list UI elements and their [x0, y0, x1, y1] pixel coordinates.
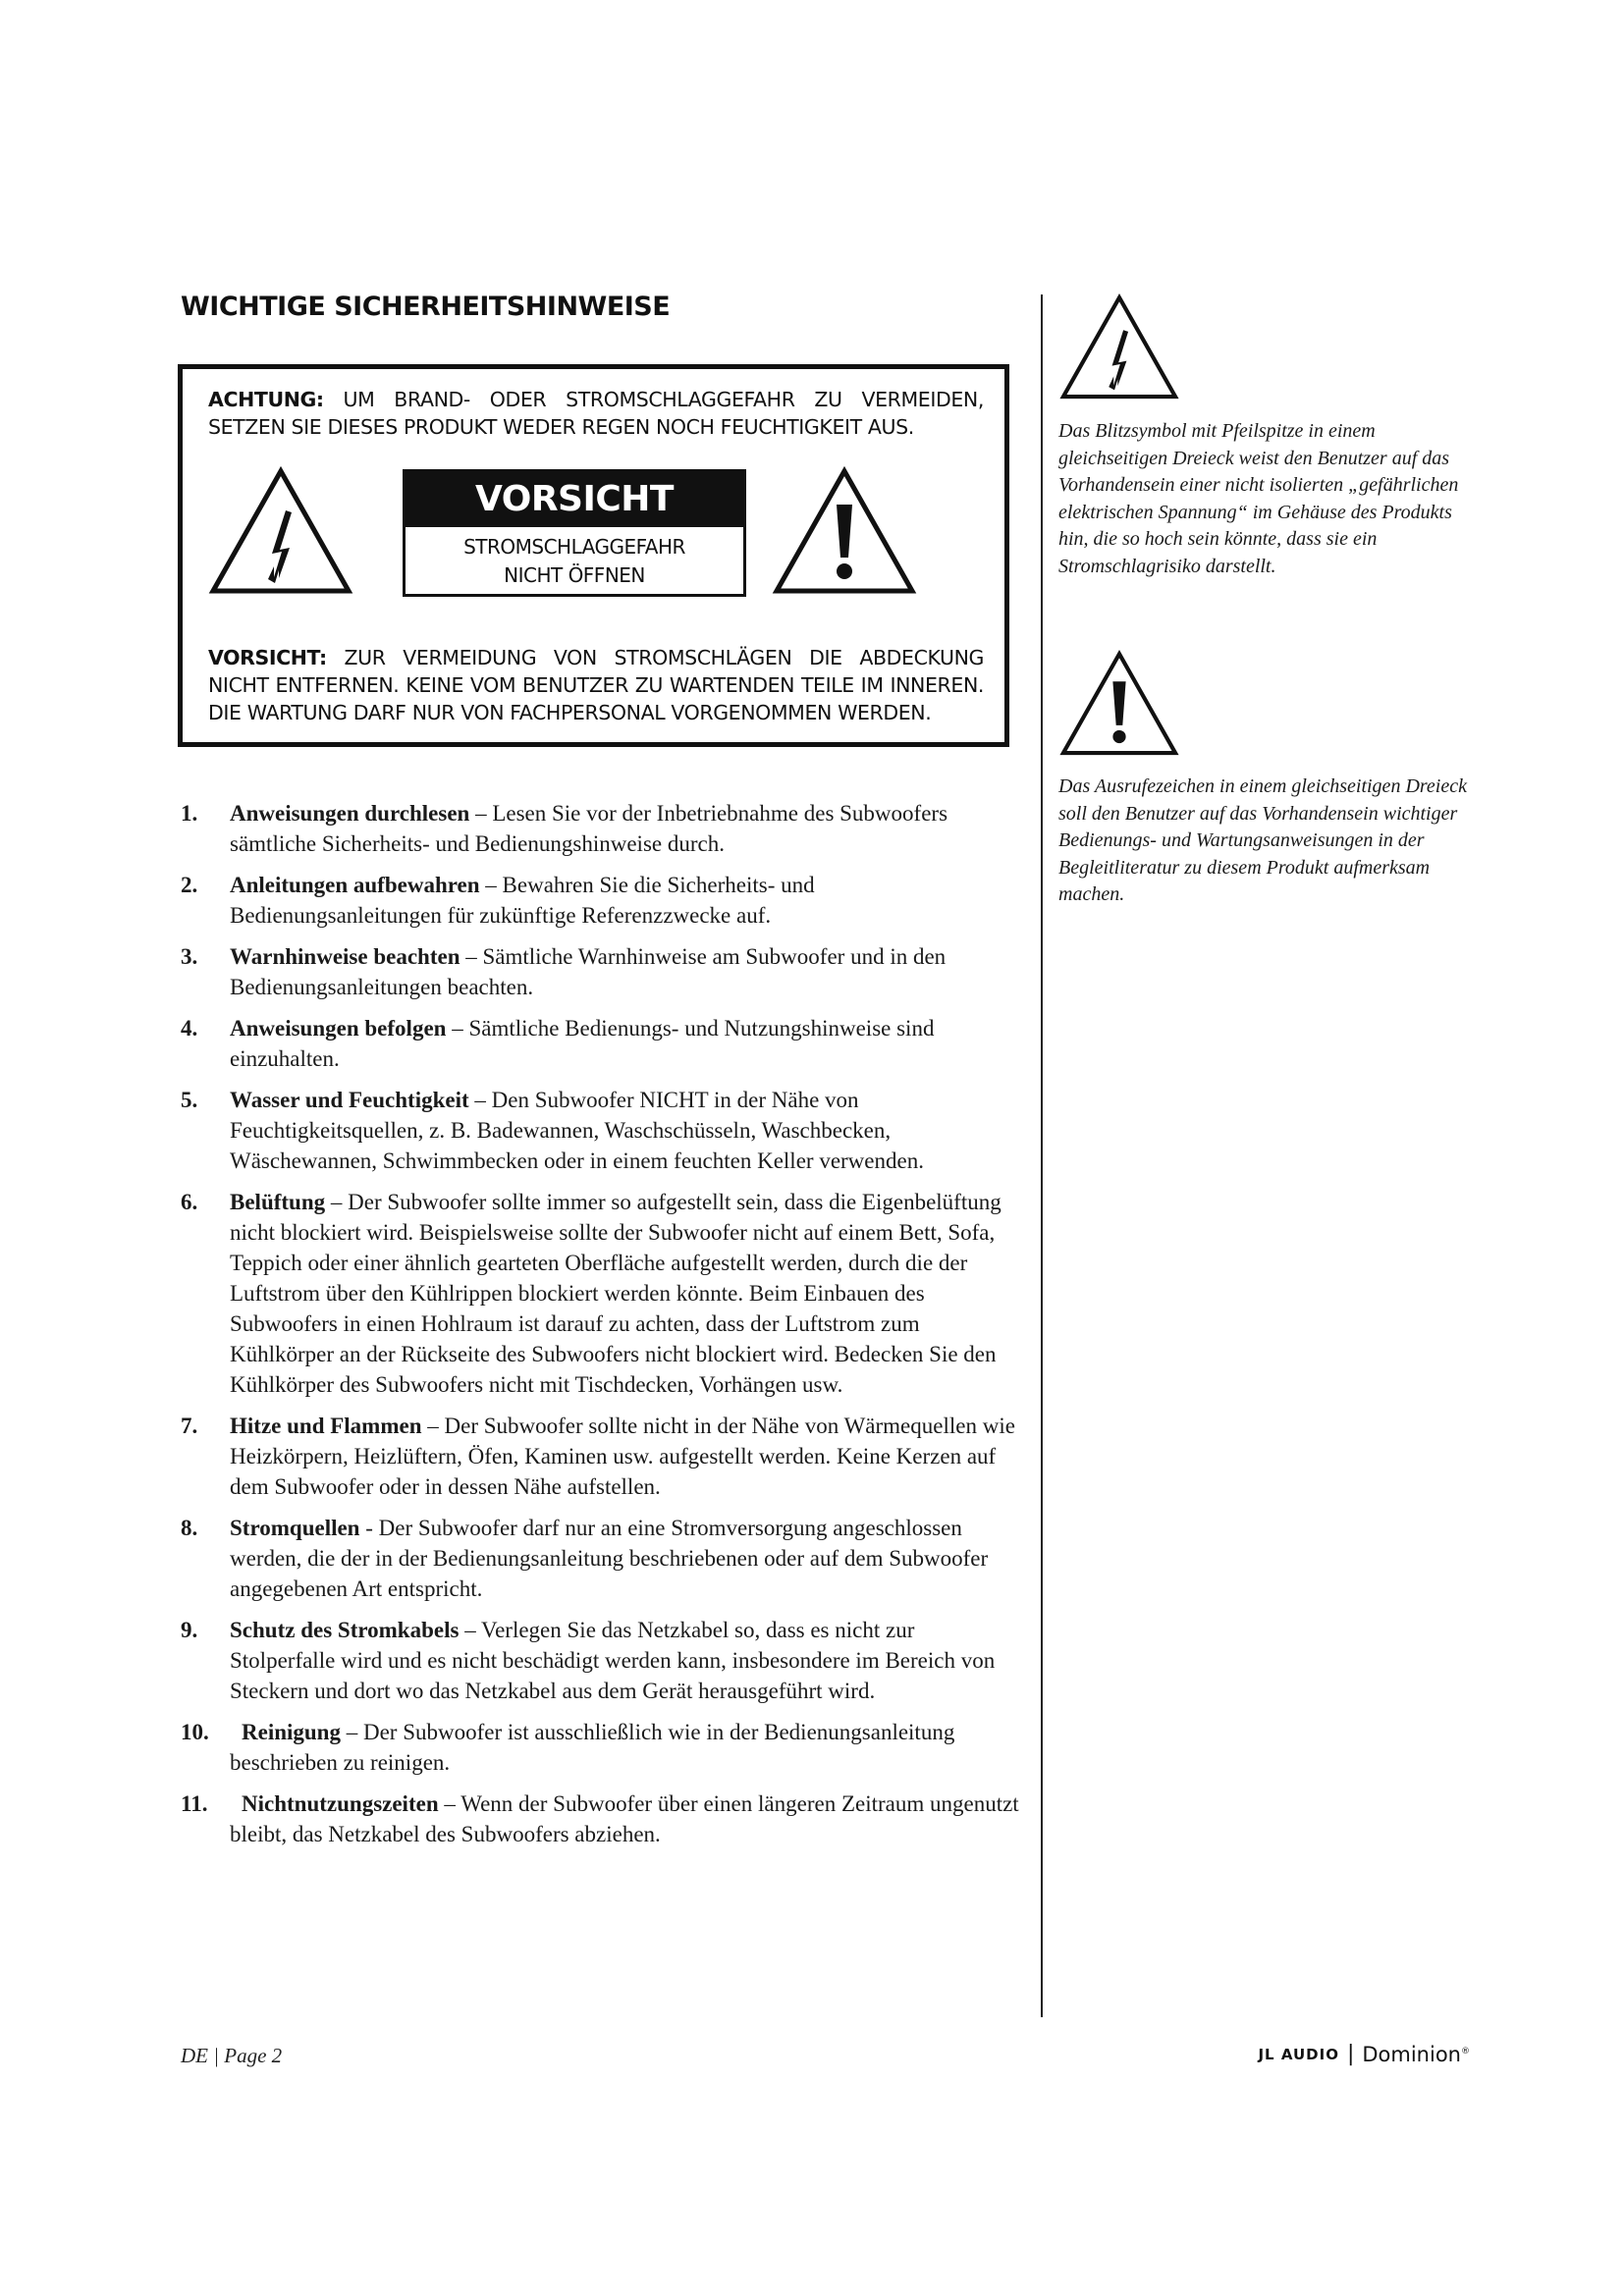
instruction-separator: - — [359, 1516, 379, 1540]
instruction-item — [181, 1085, 1021, 1176]
warning-box — [178, 364, 1009, 747]
instruction-number: 5. — [181, 1088, 198, 1112]
instruction-number: 4. — [181, 1016, 198, 1041]
page-number: DE | Page 2 — [181, 2044, 283, 2067]
caution-title: VORSICHT — [406, 472, 743, 527]
instruction-title: Warnhinweise beachten — [230, 944, 460, 969]
caution-line-2: NICHT ÖFFNEN — [504, 563, 645, 587]
instruction-text: Der Subwoofer ist ausschließlich wie in der Bedienungsanleitung beschrieben zu reinigen. — [230, 1720, 955, 1775]
instruction-separator: – — [469, 801, 493, 826]
instruction-title: Schutz des Stromkabels — [230, 1618, 460, 1642]
instruction-title: Wasser und Feuchtigkeit — [230, 1088, 469, 1112]
instruction-item — [181, 1789, 1021, 1849]
achtung-line-1 — [208, 386, 984, 413]
vorsicht-line-2: NICHT ENTFERNEN. KEINE VOM BENUTZER ZU WARTENDEN TEILE IM INNEREN. — [208, 673, 984, 697]
instruction-item — [181, 1615, 1021, 1706]
instruction-item — [181, 1013, 1021, 1074]
instruction-text: Bewahren Sie die Sicherheits- und Bedienungsanleitungen für zukünftige Referenzzwecke auf. — [230, 873, 815, 928]
instruction-number: 11. — [181, 1791, 208, 1816]
instruction-title: Anweisungen befolgen — [230, 1016, 447, 1041]
vorsicht-warning — [208, 644, 984, 726]
instruction-number: 9. — [181, 1618, 198, 1642]
instruction-title: Anleitungen aufbewahren — [230, 873, 480, 897]
vorsicht-line-3: DIE WARTUNG DARF NUR VON FACHPERSONAL VORGENOMMEN WERDEN. — [208, 701, 932, 724]
lightning-warning-icon — [207, 465, 354, 598]
lightning-warning-icon — [1058, 293, 1180, 402]
instruction-separator: – — [460, 944, 483, 969]
instruction-item — [181, 1187, 1021, 1400]
instruction-separator: – — [340, 1720, 363, 1744]
instruction-separator: – — [459, 1618, 482, 1642]
instruction-number: 10. — [181, 1720, 209, 1744]
instruction-list — [181, 798, 1021, 1860]
achtung-line-2: SETZEN SIE DIESES PRODUKT WEDER REGEN NOCH FEUCHTIGKEIT AUS. — [208, 415, 914, 439]
instruction-item — [181, 1513, 1021, 1604]
brand-footer — [1258, 2042, 1470, 2066]
instruction-separator: – — [325, 1190, 349, 1214]
instruction-title: Belüftung — [230, 1190, 326, 1214]
instruction-text: Sämtliche Bedienungs- und Nutzungshinweise sind einzuhalten. — [230, 1016, 935, 1071]
instruction-text: Sämtliche Warnhinweise am Subwoofer und in den Bedienungsanleitungen beachten. — [230, 944, 947, 999]
caution-label — [403, 469, 746, 597]
instruction-separator: – — [438, 1791, 461, 1816]
instruction-item — [181, 1411, 1021, 1502]
instruction-title: Stromquellen — [230, 1516, 360, 1540]
instruction-separator: – — [468, 1088, 492, 1112]
instruction-number: 6. — [181, 1190, 198, 1214]
instruction-title: Anweisungen durchlesen — [230, 801, 470, 826]
instruction-separator: – — [421, 1414, 445, 1438]
vorsicht-line-1 — [208, 644, 984, 671]
instruction-separator: – — [479, 873, 503, 897]
instruction-text: Der Subwoofer sollte immer so aufgestellt sein, dass die Eigenbelüftung nicht blockiert wird. Beispielsweise sollte der Subwoofer nicht auf einem Bett, Sofa, Teppich oder einer ähnlich gearteten Oberfläche aufgestellt werden, durch die der Luftstrom über den Kühlrippen blockiert werden könnte. Beim Einbauen des Subwoofers in einen Hohlraum ist darauf zu achten, dass der Luftstrom zum Kühlkörper an der Rückseite des Subwoofers nicht blockiert wird. Bedecken Sie den Kühlkörper des Subwoofers nicht mit Tischdecken, Vorhängen usw. — [230, 1190, 1001, 1397]
vorsicht-label: VORSICHT: — [208, 646, 327, 669]
instruction-number: 8. — [181, 1516, 198, 1540]
instruction-text: Verlegen Sie das Netzkabel so, dass es nicht zur Stolperfalle wird und es nicht beschädigt werden kann, insbesondere im Bereich von Steckern und dort wo das Netzkabel aus dem Gerät herausgeführt wird. — [230, 1618, 996, 1703]
instruction-separator: – — [446, 1016, 469, 1041]
exclamation-symbol-caption: Das Ausrufezeichen in einem gleichseitigen Dreieck soll den Benutzer auf das Vorhandensein wichtiger Bedienungs- und Wartungsanweisungen in der Begleitliteratur zu diesem Produkt aufmerksam machen. — [1058, 775, 1467, 905]
instruction-item — [181, 1717, 1021, 1778]
instruction-title: Reinigung — [242, 1720, 341, 1744]
instruction-title: Nichtnutzungszeiten — [242, 1791, 439, 1816]
brand-separator: | — [1346, 2042, 1355, 2066]
lightning-symbol-caption: Das Blitzsymbol mit Pfeilspitze in einem gleichseitigen Dreieck weist den Benutzer auf das Vorhandensein einer nicht isolierten „gefährlichen elektrischen Spannung“ im Gehäuse des Produkts hin, die so hoch sein könnte, dass sie ein Stromschlagrisiko darstellt. — [1058, 420, 1459, 577]
instruction-item — [181, 941, 1021, 1002]
column-divider — [1041, 294, 1043, 2017]
instruction-item — [181, 798, 1021, 859]
section-title: WICHTIGE SICHERHEITSHINWEISE — [181, 292, 671, 322]
vorsicht-line-1-text: ZUR VERMEIDUNG VON STROMSCHLÄGEN DIE ABDECKUNG — [344, 646, 984, 669]
product-name — [1362, 2043, 1470, 2066]
achtung-label: ACHTUNG: — [208, 388, 324, 411]
product-name-text: Dominion — [1362, 2042, 1461, 2066]
brand-logo: JL AUDIO — [1258, 2045, 1339, 2063]
trademark-mark: ® — [1461, 2046, 1470, 2056]
instruction-number: 2. — [181, 873, 198, 897]
caution-line-1: STROMSCHLAGGEFAHR — [463, 535, 685, 559]
instruction-text: Der Subwoofer sollte nicht in der Nähe von Wärmequellen wie Heizkörpern, Heizlüftern, Öfen, Kaminen usw. aufgestellt werden. Keine Kerzen auf dem Subwoofer oder in dessen Nähe aufstellen. — [230, 1414, 1015, 1499]
instruction-text: Lesen Sie vor der Inbetriebnahme des Subwoofers sämtliche Sicherheits- und Bedienungshinweise durch. — [230, 801, 948, 856]
instruction-number: 7. — [181, 1414, 198, 1438]
instruction-title: Hitze und Flammen — [230, 1414, 422, 1438]
instruction-number: 3. — [181, 944, 198, 969]
achtung-line-1-text: UM BRAND- ODER STROMSCHLAGGEFAHR ZU VERMEIDEN, — [343, 388, 984, 411]
instruction-text: Wenn der Subwoofer über einen längeren Zeitraum ungenutzt bleibt, das Netzkabel des Subwoofers abziehen. — [230, 1791, 1019, 1846]
achtung-warning — [208, 386, 984, 441]
instruction-text: Den Subwoofer NICHT in der Nähe von Feuchtigkeitsquellen, z. B. Badewannen, Waschschüsseln, Waschbecken, Wäschewannen, Schwimmbecken oder in einem feuchten Keller verwenden. — [230, 1088, 924, 1173]
exclamation-warning-icon — [771, 465, 918, 598]
instruction-item — [181, 870, 1021, 931]
exclamation-warning-icon — [1058, 649, 1180, 759]
instruction-number: 1. — [181, 801, 198, 826]
instruction-text: Der Subwoofer darf nur an eine Stromversorgung angeschlossen werden, die der in der Bedienungsanleitung beschriebenen oder auf dem Subwoofer angegebenen Art entspricht. — [230, 1516, 989, 1601]
